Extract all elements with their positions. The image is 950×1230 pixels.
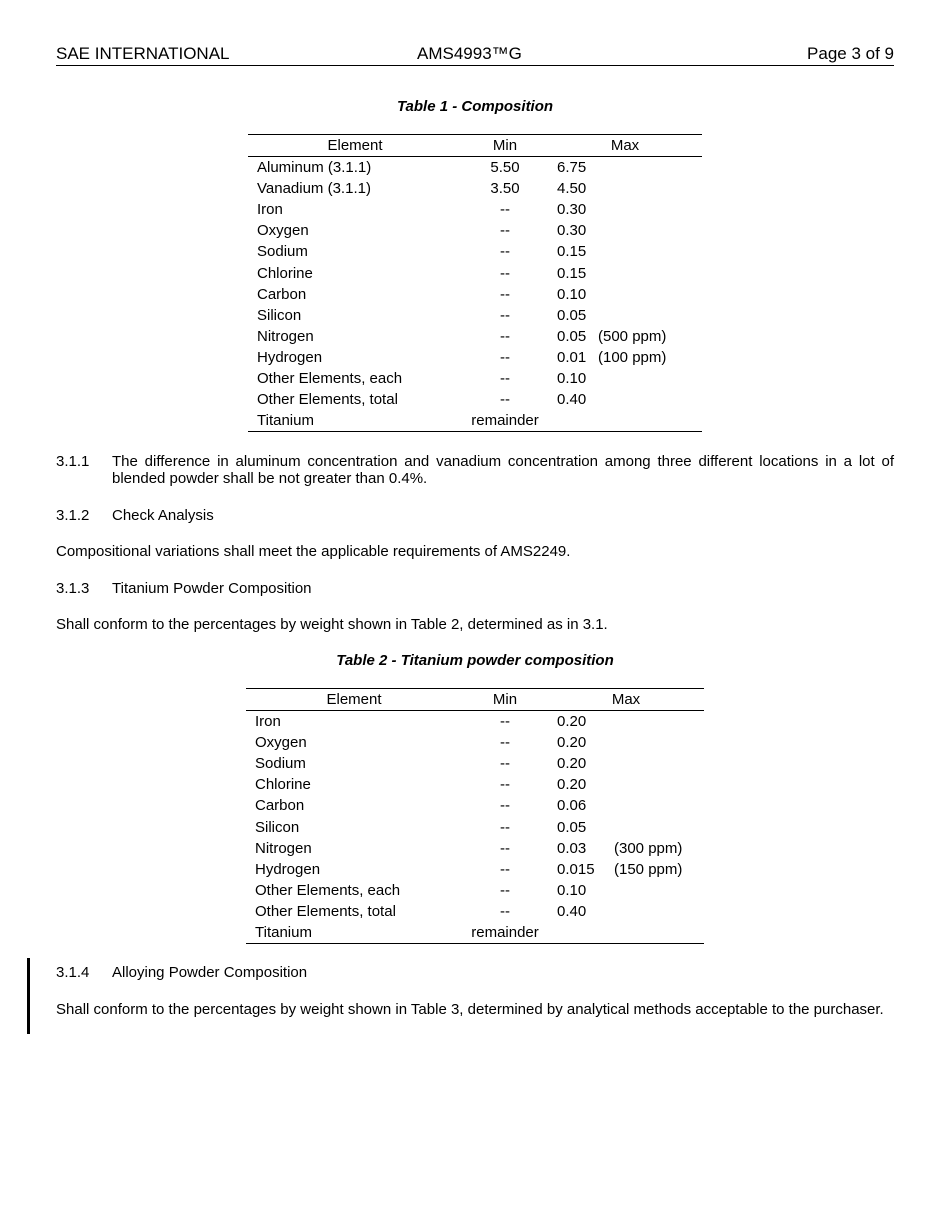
table-row <box>248 305 702 326</box>
table-row <box>248 220 702 241</box>
max-cell: 0.20 <box>557 776 587 794</box>
header-page-number: Page 3 of 9 <box>807 44 894 63</box>
ppm-cell: (100 ppm) <box>598 348 667 366</box>
revision-change-bar <box>27 958 30 1034</box>
table-row <box>248 410 702 432</box>
ppm-cell <box>614 711 704 733</box>
max-cell: 0.015 <box>557 860 595 878</box>
table-row <box>246 774 704 795</box>
min-cell: -- <box>500 327 510 345</box>
min-cell: -- <box>500 391 510 409</box>
max-cell: 0.05 <box>557 327 587 345</box>
table2-titanium-powder-composition <box>246 688 704 944</box>
max-cell <box>548 922 614 944</box>
section-body: The difference in aluminum concentration and vanadium concentration among three different locations in a lot of blended powder shall be not greater than 0.4%. <box>112 453 894 487</box>
min-cell: -- <box>500 776 510 794</box>
table-row <box>248 178 702 199</box>
ppm-cell <box>614 774 704 795</box>
section-3-1-4-body: Shall conform to the percentages by weight shown in Table 3, determined by analytical methods acceptable to the purchaser. <box>56 1001 884 1018</box>
table-row <box>248 262 702 283</box>
element-cell: Nitrogen <box>257 327 314 345</box>
max-cell: 0.05 <box>557 306 587 324</box>
max-cell: 0.10 <box>557 881 587 899</box>
ppm-cell <box>614 880 704 901</box>
section-3-1-3-heading <box>56 580 894 597</box>
header-document-id: AMS4993™G <box>417 44 522 63</box>
table-row <box>246 859 704 880</box>
ppm-cell <box>614 922 704 944</box>
section-number: 3.1.2 <box>56 507 90 524</box>
ppm-cell <box>598 241 702 262</box>
element-cell: Titanium <box>248 410 462 432</box>
table-row <box>248 368 702 389</box>
max-cell: 0.40 <box>557 902 587 920</box>
element-cell: Titanium <box>246 922 462 944</box>
min-cell: -- <box>500 755 510 773</box>
element-cell: Carbon <box>257 285 307 303</box>
section-number: 3.1.1 <box>56 453 90 470</box>
element-cell: Chlorine <box>257 264 313 282</box>
table-row <box>246 816 704 837</box>
element-cell: Other Elements, each <box>257 369 403 387</box>
header-organization: SAE INTERNATIONAL <box>56 44 230 63</box>
ppm-cell <box>598 199 702 220</box>
min-cell: -- <box>500 264 510 282</box>
table2-col-element: Element <box>246 689 462 711</box>
table1-col-max: Max <box>548 135 702 157</box>
min-cell: -- <box>500 348 510 366</box>
table-row <box>248 241 702 262</box>
table-row <box>248 284 702 305</box>
min-cell: -- <box>500 285 510 303</box>
max-cell <box>548 410 598 432</box>
max-cell: 0.30 <box>557 222 587 240</box>
min-cell: remainder <box>462 922 548 944</box>
min-cell: -- <box>500 797 510 815</box>
table-row <box>246 838 704 859</box>
section-title: Check Analysis <box>112 507 214 524</box>
table-row <box>248 199 702 220</box>
table-row <box>248 389 702 410</box>
min-cell: -- <box>500 734 510 752</box>
ppm-cell <box>598 284 702 305</box>
table1-composition <box>248 134 702 432</box>
table-row <box>246 753 704 774</box>
section-3-1-1 <box>56 453 894 487</box>
min-cell: -- <box>500 902 510 920</box>
element-cell: Iron <box>257 201 283 219</box>
table-row <box>246 880 704 901</box>
section-3-1-2-heading <box>56 507 894 524</box>
max-cell: 0.20 <box>557 713 587 731</box>
max-cell: 0.03 <box>557 839 587 857</box>
section-3-1-3-body: Shall conform to the percentages by weight shown in Table 2, determined as in 3.1. <box>56 616 608 633</box>
min-cell: -- <box>500 818 510 836</box>
ppm-cell <box>598 389 702 410</box>
ppm-cell <box>598 157 702 179</box>
element-cell: Carbon <box>255 797 305 815</box>
ppm-cell <box>598 305 702 326</box>
min-cell: -- <box>500 713 510 731</box>
max-cell: 0.30 <box>557 201 587 219</box>
section-number: 3.1.4 <box>56 964 90 981</box>
max-cell: 0.15 <box>557 264 587 282</box>
ppm-cell <box>598 262 702 283</box>
table2-header-row <box>246 689 704 711</box>
min-cell: 3.50 <box>490 180 520 198</box>
min-cell: -- <box>500 243 510 261</box>
max-cell: 0.01 <box>557 348 587 366</box>
min-cell: remainder <box>462 410 548 432</box>
section-number: 3.1.3 <box>56 580 90 597</box>
ppm-cell: (500 ppm) <box>598 327 667 345</box>
element-cell: Silicon <box>255 818 300 836</box>
table-row <box>246 901 704 922</box>
min-cell: 5.50 <box>490 159 520 177</box>
table-row <box>248 157 702 179</box>
max-cell: 0.10 <box>557 285 587 303</box>
element-cell: Chlorine <box>255 776 311 794</box>
ppm-cell <box>598 178 702 199</box>
table-row <box>246 795 704 816</box>
element-cell: Oxygen <box>255 734 307 752</box>
element-cell: Other Elements, total <box>255 902 396 920</box>
min-cell: -- <box>500 201 510 219</box>
max-cell: 0.20 <box>557 734 587 752</box>
table1-caption: Table 1 - Composition <box>396 98 554 115</box>
page-header <box>56 44 894 66</box>
element-cell: Vanadium (3.1.1) <box>257 180 371 198</box>
element-cell: Aluminum (3.1.1) <box>257 159 372 177</box>
table2-col-min: Min <box>462 689 548 711</box>
max-cell: 6.75 <box>557 159 587 177</box>
max-cell: 0.05 <box>557 818 587 836</box>
max-cell: 0.06 <box>557 797 587 815</box>
section-title: Alloying Powder Composition <box>112 964 308 981</box>
element-cell: Sodium <box>255 755 306 773</box>
ppm-cell: (300 ppm) <box>614 839 683 857</box>
table-row <box>246 922 704 944</box>
max-cell: 0.20 <box>557 755 587 773</box>
section-3-1-4-heading <box>56 964 894 981</box>
min-cell: -- <box>500 306 510 324</box>
element-cell: Oxygen <box>257 222 309 240</box>
min-cell: -- <box>500 222 510 240</box>
ppm-cell <box>614 816 704 837</box>
element-cell: Other Elements, each <box>255 881 401 899</box>
ppm-cell <box>614 732 704 753</box>
max-cell: 4.50 <box>557 180 587 198</box>
table2-col-max: Max <box>548 689 704 711</box>
table-row <box>246 732 704 753</box>
element-cell: Other Elements, total <box>257 391 398 409</box>
section-3-1-2-body: Compositional variations shall meet the applicable requirements of AMS2249. <box>56 543 571 560</box>
max-cell: 0.40 <box>557 391 587 409</box>
table-row <box>248 347 702 368</box>
element-cell: Hydrogen <box>255 860 321 878</box>
table-row <box>248 326 702 347</box>
element-cell: Sodium <box>257 243 308 261</box>
min-cell: -- <box>500 369 510 387</box>
max-cell: 0.15 <box>557 243 587 261</box>
min-cell: -- <box>500 881 510 899</box>
ppm-cell <box>614 795 704 816</box>
table1-col-element: Element <box>248 135 462 157</box>
element-cell: Nitrogen <box>255 839 312 857</box>
table-row <box>246 711 704 733</box>
ppm-cell: (150 ppm) <box>614 860 683 878</box>
max-cell: 0.10 <box>557 369 587 387</box>
ppm-cell <box>598 410 702 432</box>
min-cell: -- <box>500 860 510 878</box>
element-cell: Hydrogen <box>257 348 323 366</box>
ppm-cell <box>614 901 704 922</box>
table1-header-row <box>248 135 702 157</box>
min-cell: -- <box>500 839 510 857</box>
section-title: Titanium Powder Composition <box>112 580 312 597</box>
element-cell: Silicon <box>257 306 302 324</box>
table1-col-min: Min <box>462 135 548 157</box>
element-cell: Iron <box>255 713 281 731</box>
ppm-cell <box>614 753 704 774</box>
table2-caption: Table 2 - Titanium powder composition <box>336 652 614 669</box>
ppm-cell <box>598 368 702 389</box>
ppm-cell <box>598 220 702 241</box>
